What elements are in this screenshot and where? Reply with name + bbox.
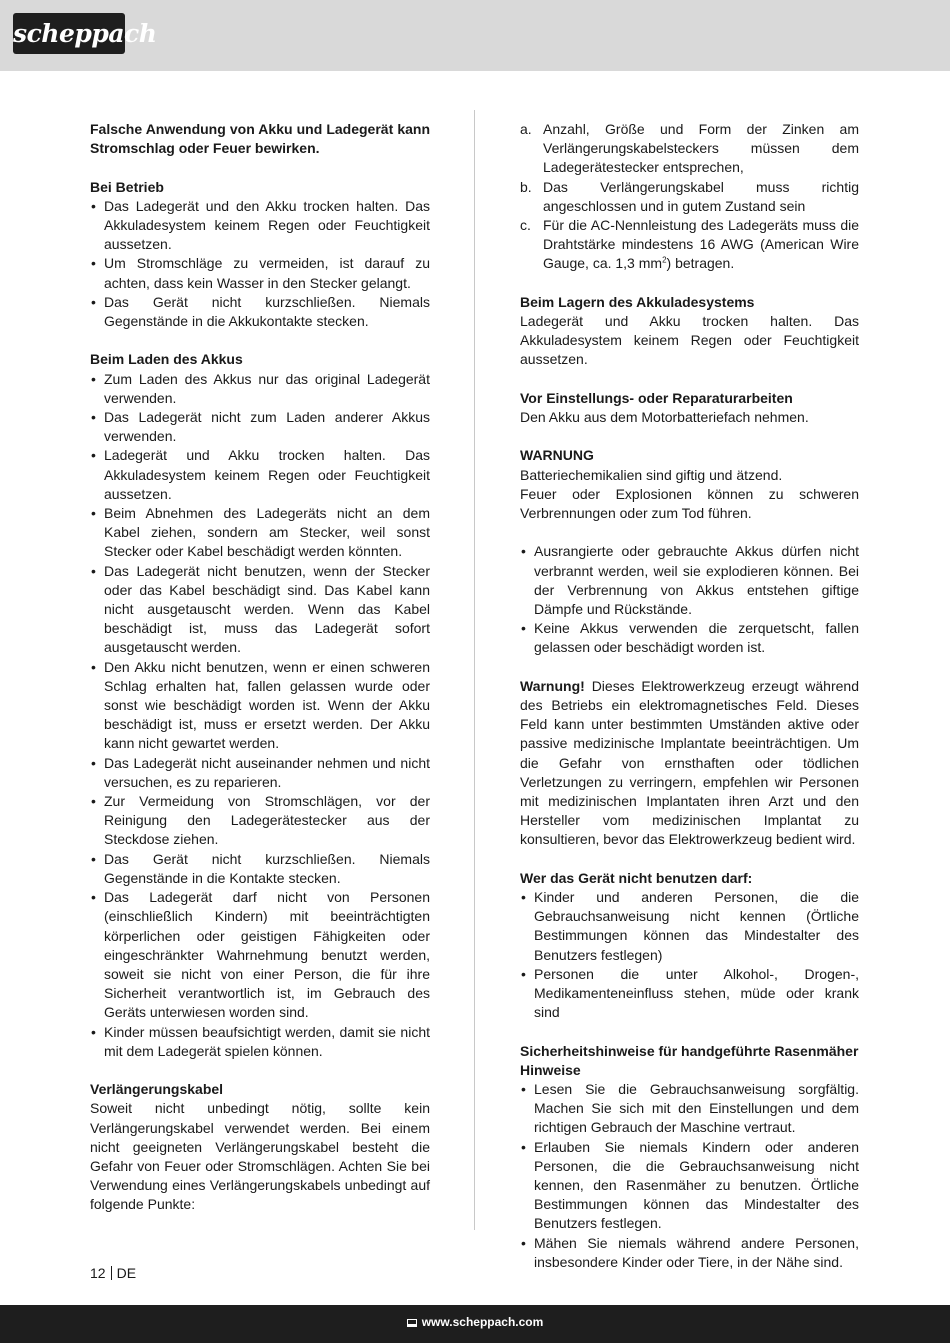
list-item: • Beim Abnehmen des Ladegeräts nicht an dem Kabel ziehen, sondern am Stecker, weil sonst Stecker oder Kabel beschädigt werden könnten. [90, 504, 430, 562]
list-item: • Zum Laden des Akkus nur das original Ladegerät verwenden. [90, 370, 430, 408]
page-number [90, 1265, 136, 1281]
kabel-text: Soweit nicht unbedingt nötig, sollte kein Verlängerungskabel verwendet werden. Bei einem nicht geeigneten Verlängerungskabel besteht die Gefahr von Feuer oder Stromschlägen. Achten Sie bei Verwendung eines Verlängerungskabels unbedingt auf folgende Punkte: [90, 1100, 430, 1213]
warnung-line: Batteriechemikalien sind giftig und ätzend. [520, 466, 783, 483]
list-item: • Das Ladegerät nicht auseinander nehmen und nicht versuchen, es zu reparieren. [90, 754, 430, 792]
list-item: • Ladegerät und Akku trocken halten. Das Akkuladesystem keinem Regen oder Feuchtigkeit aussetzen. [90, 446, 430, 504]
rasen-heading: Sicherheitshinweise für handgeführte Rasenmäher [520, 1042, 859, 1059]
warnung-heading: WARNUNG [520, 447, 594, 464]
list-item: a. Anzahl, Größe und Form der Zinken am Verlängerungskabelsteckers müssen dem Ladegerätestecker entsprechen, [520, 120, 859, 178]
left-column [90, 120, 430, 1215]
wer-heading: Wer das Gerät nicht benutzen darf: [520, 869, 753, 886]
point-c-text-end: ) betragen. [666, 255, 735, 272]
em-warning [520, 677, 859, 850]
list-item: • Um Stromschläge zu vermeiden, ist darauf zu achten, dass kein Wasser in den Stecker gelangt. [90, 254, 430, 292]
list-item: • Kinder und anderen Personen, die die Gebrauchsanweisung nicht kennen (Örtliche Bestimmungen können das Mindestalter des Benutzers festlegen) [520, 888, 859, 965]
column-divider [474, 110, 475, 1230]
kabel-points [520, 120, 859, 274]
list-item: • Das Ladegerät nicht zum Laden anderer Akkus verwenden. [90, 408, 430, 446]
list-item: • Das Ladegerät darf nicht von Personen (einschließlich Kindern) mit beeinträchtigten körperlichen oder geistigen Fähigkeiten oder eingeschränkter Wahrnehmung benutzt werden, soweit sie nicht von einer Person, die für ihre Sicherheit verantwortlich ist, im Gebrauch des Geräts unterwiesen worden sind. [90, 888, 430, 1022]
list-item: • Das Gerät nicht kurzschließen. Niemals Gegenstände in die Kontakte stecken. [90, 850, 430, 888]
list-item: • Personen die unter Alkohol-, Drogen-, Medikamenteneinfluss stehen, müde oder krank sind [520, 965, 859, 1023]
list-item: • Das Ladegerät nicht benutzen, wenn der Stecker oder das Kabel beschädigt sind. Das Kabel kann nicht ausgetauscht werden. Wenn das Kabel beschädigt ist, muss das Ladegerät sofort ausgetauscht werden. [90, 562, 430, 658]
point-c-text: Für die AC-Nennleistung des Ladegeräts muss die Drahtstärke mindestens 16 AWG (American Wire Gauge, ca. 1,3 mm [543, 217, 859, 272]
warnung-line: Feuer oder Explosionen können zu schweren Verbrennungen oder zum Tod führen. [520, 485, 859, 522]
list-item: • Den Akku nicht benutzen, wenn er einen schweren Schlag erhalten hat, fallen gelassen wurde oder sonst wie beschädigt worden ist. Wenn der Akku beschädigt ist, muss er ersetzt werden. Der Akku kann nicht gewartet werden. [90, 658, 430, 754]
lagern-text: Ladegerät und Akku trocken halten. Das Akkuladesystem keinem Regen oder Feuchtigkeit aussetzen. [520, 313, 859, 368]
kabel-heading: Verlängerungskabel [90, 1081, 224, 1098]
list-item: • Keine Akkus verwenden die zerquetscht, fallen gelassen oder beschädigt worden ist. [520, 619, 859, 657]
superscript: 2 [662, 255, 667, 265]
language-code: DE [116, 1265, 137, 1281]
list-item [520, 216, 859, 274]
list-item: • Erlauben Sie niemals Kindern oder anderen Personen, die die Gebrauchsanweisung nicht kennen, den Rasenmäher zu benutzen. Örtliche Bestimmungen können das Mindestalter des Benutzers festlegen. [520, 1138, 859, 1234]
right-column [520, 120, 859, 1272]
list-item: • Kinder müssen beaufsichtigt werden, damit sie nicht mit dem Ladegerät spielen können. [90, 1023, 430, 1061]
scheppach-logo: scheppach [13, 13, 125, 54]
header-bar [0, 0, 950, 71]
page-number-value: 12 [90, 1265, 106, 1281]
list-item: b. Das Verlängerungskabel muss richtig angeschlossen und in gutem Zustand sein [520, 178, 859, 216]
list-item: • Das Gerät nicht kurzschließen. Niemals Gegenstände in die Akkukontakte stecken. [90, 293, 430, 331]
wer-list [520, 888, 859, 1022]
em-warning-text: Dieses Elektrowerkzeug erzeugt während des Betriebs ein elektromagnetisches Feld. Dieses Feld kann unter bestimmten Umständen aktive oder passive medizinische Implantate beeinträchtigen. Um die Gefahr von ernsthaften oder tödlichen Verletzungen zu verringern, empfehlen wir Personen mit medizinischen Implantaten ihren Arzt und den Hersteller vom medizinischen Implantat zu konsultieren, bevor das Elektrowerkzeug bedient wird. [520, 677, 859, 848]
rasen-list [520, 1080, 859, 1272]
laden-heading: Beim Laden des Akkus [90, 351, 243, 368]
intro-warning: Falsche Anwendung von Akku und Ladegerät kann Stromschlag oder Feuer bewirken. [90, 121, 430, 157]
laden-list [90, 370, 430, 1061]
website-url[interactable]: www.scheppach.com [421, 1315, 544, 1329]
betrieb-list [90, 197, 430, 331]
list-item: • Zur Vermeidung von Stromschlägen, vor der Reinigung den Ladegerätestecker aus der Steckdose ziehen. [90, 792, 430, 850]
list-item: • Das Ladegerät und den Akku trocken halten. Das Akkuladesystem keinem Regen oder Feuchtigkeit aussetzen. [90, 197, 430, 255]
footer-bar [0, 1305, 950, 1343]
reparatur-text: Den Akku aus dem Motorbatteriefach nehmen. [520, 409, 809, 426]
computer-icon [407, 1319, 417, 1327]
reparatur-heading: Vor Einstellungs- oder Reparaturarbeiten [520, 389, 793, 406]
list-item: • Mähen Sie niemals während andere Personen, insbesondere Kinder oder Tiere, in der Nähe sind. [520, 1234, 859, 1272]
page-separator [111, 1266, 112, 1280]
lagern-heading: Beim Lagern des Akkuladesystems [520, 293, 755, 310]
list-item: • Ausrangierte oder gebrauchte Akkus dürfen nicht verbrannt werden, weil sie explodieren können. Bei der Verbrennung von Akkus entstehen giftige Dämpfe und Rückstände. [520, 542, 859, 619]
hinweise-heading: Hinweise [520, 1061, 581, 1078]
em-warning-lead: Warnung! [520, 677, 585, 694]
list-item: • Lesen Sie die Gebrauchsanweisung sorgfältig. Machen Sie sich mit den Einstellungen und dem richtigen Gebrauch der Maschine vertraut. [520, 1080, 859, 1138]
warnung-list [520, 542, 859, 657]
betrieb-heading: Bei Betrieb [90, 178, 164, 195]
website-link[interactable] [0, 1315, 950, 1329]
